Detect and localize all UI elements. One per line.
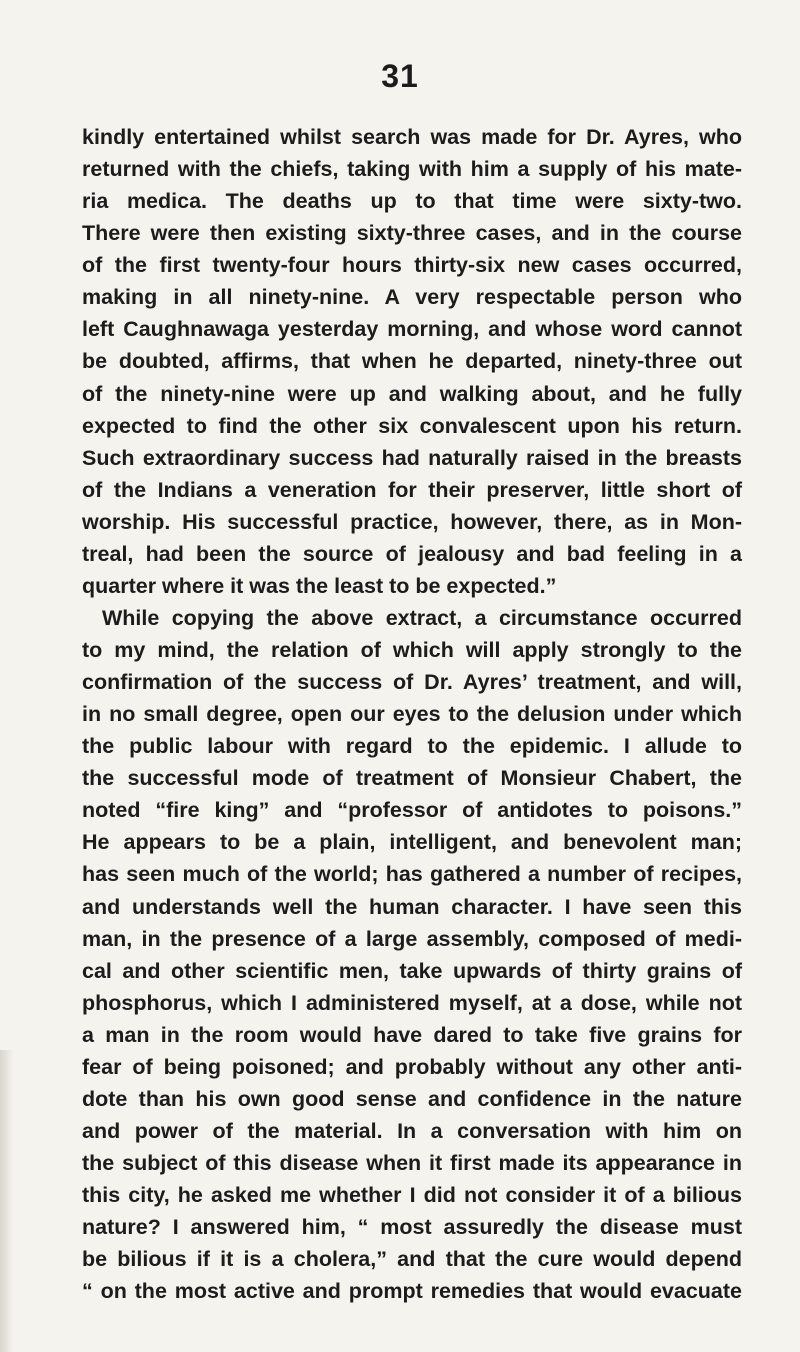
text-line: be bilious if it is a cholera,” and that the cure would depend bbox=[82, 1247, 742, 1272]
text-line: of the ninety-nine were up and walking about, and he fully bbox=[82, 381, 742, 406]
text-line: the successful mode of treatment of Monsieur Chabert, the bbox=[82, 766, 742, 791]
text-line: this city, he asked me whether I did not consider it of a bilious bbox=[82, 1183, 742, 1208]
text-line: dote than his own good sense and confidence in the nature bbox=[82, 1086, 742, 1111]
text-line: the subject of this disease when it first made its appearance in bbox=[82, 1151, 742, 1175]
text-line: of the Indians a veneration for their preserver, little short of bbox=[82, 477, 742, 502]
text-line: worship. His successful practice, however, there, as in Mon- bbox=[82, 509, 742, 534]
text-line: Such extraordinary success had naturally raised in the breasts bbox=[82, 445, 742, 470]
text-line: expected to find the other six convalescent upon his return. bbox=[82, 413, 742, 438]
text-line: to my mind, the relation of which will apply strongly to the bbox=[82, 638, 742, 662]
text-line: quarter where it was the least to be expected.” bbox=[82, 573, 557, 598]
text-line: has seen much of the world; has gathered a number of recipes, bbox=[82, 862, 742, 887]
text-line: noted “fire king” and “professor of antidotes to poisons.” bbox=[82, 798, 742, 823]
text-line: kindly entertained whilst search was made for Dr. Ayres, who bbox=[82, 125, 742, 149]
body-text bbox=[82, 121, 742, 1307]
text-line: “ on the most active and prompt remedies that would evacuate bbox=[82, 1279, 742, 1304]
text-line: nature? I answered him, “ most assuredly the disease must bbox=[82, 1215, 742, 1240]
text-line: a man in the room would have dared to take five grains for bbox=[82, 1022, 742, 1047]
text-line: fear of being poisoned; and probably without any other anti- bbox=[82, 1054, 742, 1079]
text-line: While copying the above extract, a circumstance occurred bbox=[102, 605, 742, 630]
page-number: 31 bbox=[381, 58, 419, 94]
binding-edge bbox=[0, 1050, 14, 1352]
text-line: the public labour with regard to the epidemic. I allude to bbox=[82, 734, 742, 759]
text-line: He appears to be a plain, intelligent, and benevolent man; bbox=[82, 830, 742, 855]
text-line: making in all ninety-nine. A very respectable person who bbox=[82, 285, 742, 310]
text-line: ria medica. The deaths up to that time were sixty-two. bbox=[82, 189, 742, 214]
text-line: in no small degree, open our eyes to the delusion under which bbox=[82, 702, 742, 727]
text-line: and power of the material. In a conversation with him on bbox=[82, 1118, 742, 1143]
text-line: be doubted, affirms, that when he departed, ninety-three out bbox=[82, 349, 742, 374]
text-line: man, in the presence of a large assembly, composed of medi- bbox=[82, 926, 742, 951]
text-line: cal and other scientific men, take upwards of thirty grains of bbox=[82, 958, 742, 983]
text-line: confirmation of the success of Dr. Ayres’ treatment, and will, bbox=[82, 670, 742, 695]
text-line: left Caughnawaga yesterday morning, and whose word cannot bbox=[82, 317, 742, 342]
text-line: treal, had been the source of jealousy and bad feeling in a bbox=[82, 541, 742, 566]
text-line: phosphorus, which I administered myself, at a dose, while not bbox=[82, 990, 742, 1015]
text-line: There were then existing sixty-three cases, and in the course bbox=[82, 221, 742, 246]
text-line: returned with the chiefs, taking with him a supply of his mate- bbox=[82, 157, 742, 182]
text-line: of the first twenty-four hours thirty-six new cases occurred, bbox=[82, 253, 742, 278]
text-line: and understands well the human character. I have seen this bbox=[82, 894, 742, 919]
